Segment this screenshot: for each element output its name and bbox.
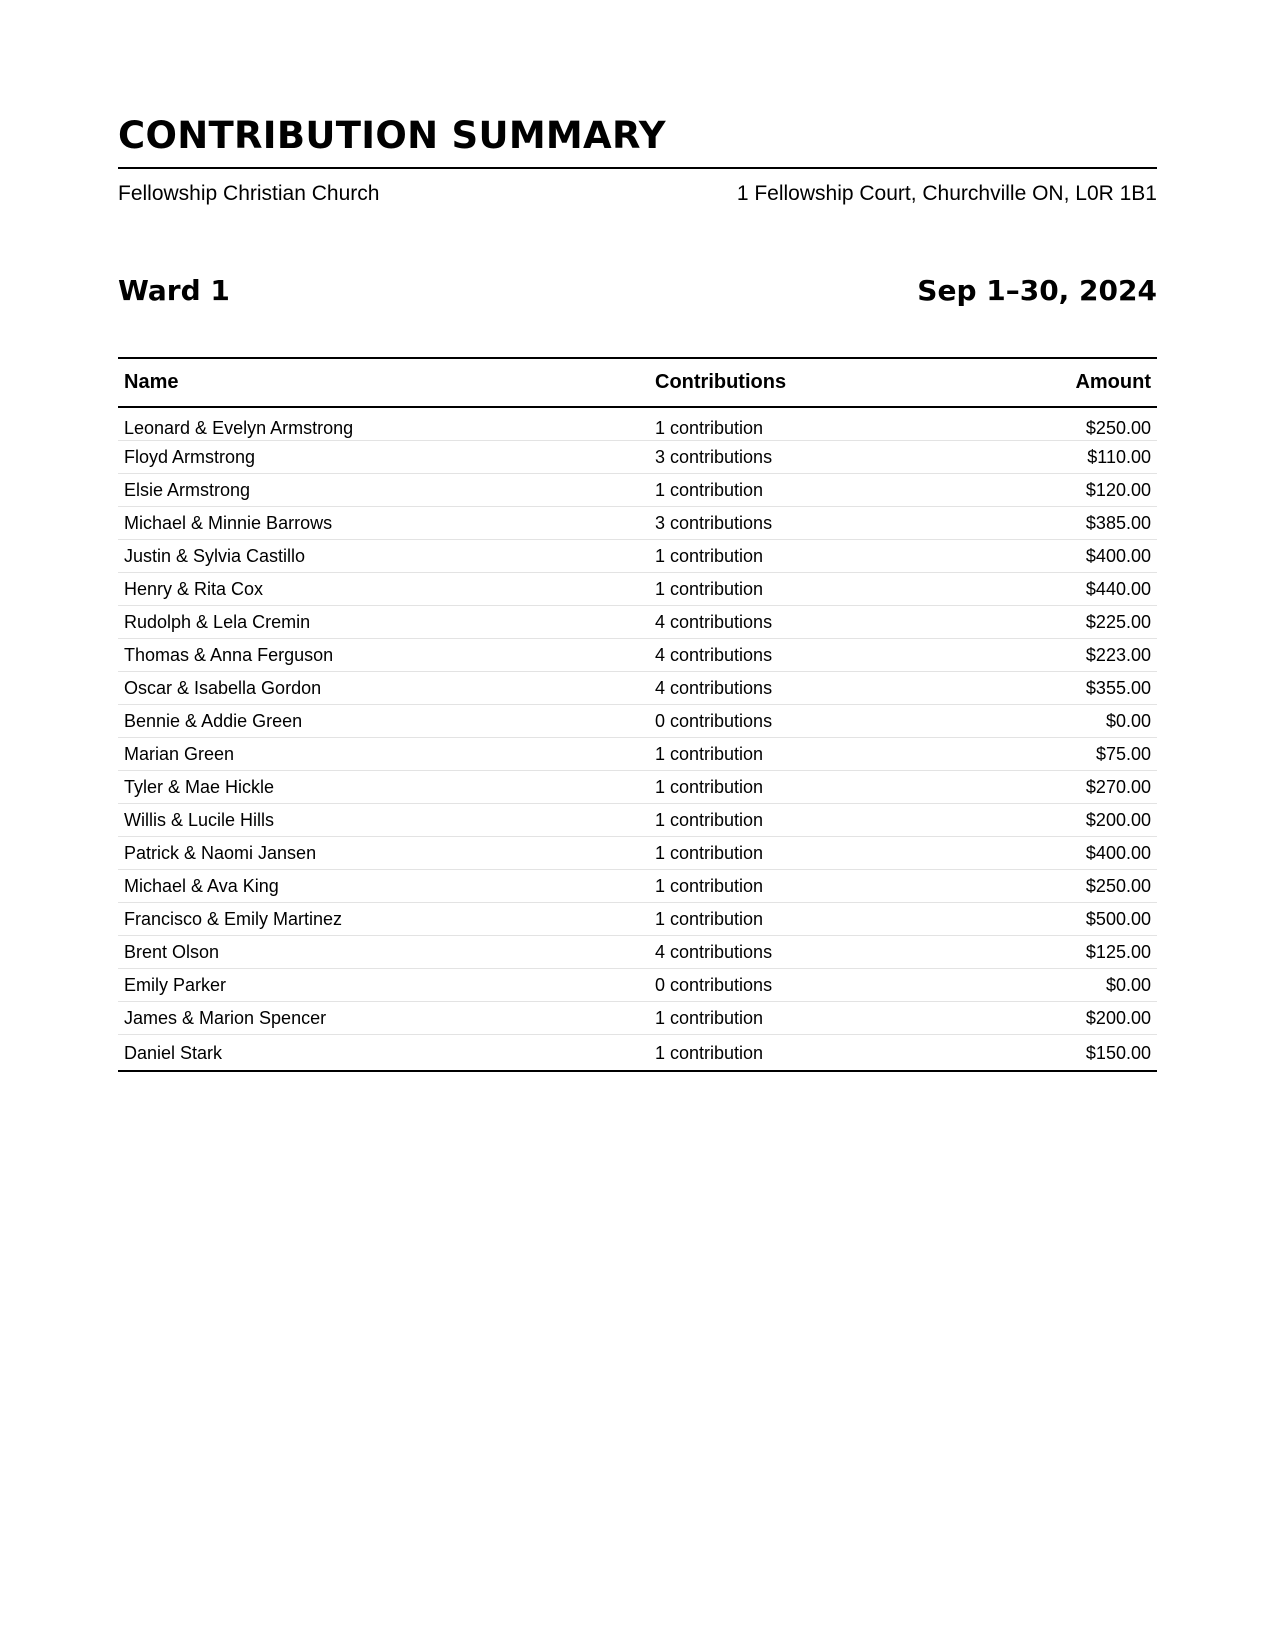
member-name: Elsie Armstrong — [118, 474, 649, 507]
contribution-amount: $0.00 — [1009, 969, 1157, 1002]
contribution-amount: $355.00 — [1009, 672, 1157, 705]
table-row — [118, 903, 1157, 936]
contribution-amount: $75.00 — [1009, 738, 1157, 771]
table-row — [118, 870, 1157, 903]
contribution-amount: $0.00 — [1009, 705, 1157, 738]
contribution-count: 1 contribution — [649, 804, 1009, 837]
member-name: Marian Green — [118, 738, 649, 771]
table-body — [118, 407, 1157, 1071]
contribution-amount: $270.00 — [1009, 771, 1157, 804]
member-name: Francisco & Emily Martinez — [118, 903, 649, 936]
table-row — [118, 474, 1157, 507]
organization-address: 1 Fellowship Court, Churchville ON, L0R 1B1 — [736, 182, 1157, 205]
contribution-amount: $223.00 — [1009, 639, 1157, 672]
summary-period: Sep 1–30, 2024 — [917, 274, 1157, 307]
contribution-count: 4 contributions — [649, 639, 1009, 672]
table-row — [118, 771, 1157, 804]
member-name: Rudolph & Lela Cremin — [118, 606, 649, 639]
member-name: Justin & Sylvia Castillo — [118, 540, 649, 573]
table-row — [118, 837, 1157, 870]
contribution-amount: $250.00 — [1009, 870, 1157, 903]
contribution-amount: $400.00 — [1009, 540, 1157, 573]
contribution-amount: $110.00 — [1009, 441, 1157, 474]
table-row — [118, 804, 1157, 837]
contribution-amount: $200.00 — [1009, 804, 1157, 837]
table-row — [118, 936, 1157, 969]
contribution-count: 3 contributions — [649, 441, 1009, 474]
table-row — [118, 606, 1157, 639]
contribution-count: 3 contributions — [649, 507, 1009, 540]
table-row — [118, 407, 1157, 441]
contribution-count: 1 contribution — [649, 771, 1009, 804]
summary-header — [118, 272, 1157, 310]
column-header-contributions: Contributions — [649, 358, 1009, 407]
contribution-count: 1 contribution — [649, 1002, 1009, 1035]
member-name: Floyd Armstrong — [118, 441, 649, 474]
contribution-count: 4 contributions — [649, 936, 1009, 969]
member-name: Henry & Rita Cox — [118, 573, 649, 606]
table-row — [118, 672, 1157, 705]
contribution-count: 0 contributions — [649, 705, 1009, 738]
member-name: Brent Olson — [118, 936, 649, 969]
table-row — [118, 441, 1157, 474]
member-name: Bennie & Addie Green — [118, 705, 649, 738]
contribution-count: 4 contributions — [649, 672, 1009, 705]
member-name: Emily Parker — [118, 969, 649, 1002]
member-name: Michael & Ava King — [118, 870, 649, 903]
table-row — [118, 1002, 1157, 1035]
contribution-amount: $250.00 — [1009, 407, 1157, 441]
contribution-amount: $385.00 — [1009, 507, 1157, 540]
member-name: Oscar & Isabella Gordon — [118, 672, 649, 705]
contribution-amount: $225.00 — [1009, 606, 1157, 639]
organization-name: Fellowship Christian Church — [118, 182, 380, 205]
contribution-amount: $125.00 — [1009, 936, 1157, 969]
contribution-count: 4 contributions — [649, 606, 1009, 639]
table-row — [118, 1035, 1157, 1072]
contribution-count: 1 contribution — [649, 573, 1009, 606]
group-name: Ward 1 — [118, 274, 230, 307]
member-name: Daniel Stark — [124, 1042, 223, 1063]
contribution-count: 1 contribution — [655, 1042, 764, 1063]
contribution-count: 1 contribution — [649, 903, 1009, 936]
contribution-amount: $400.00 — [1009, 837, 1157, 870]
column-header-name: Name — [118, 358, 649, 407]
title-divider — [118, 167, 1157, 169]
contribution-amount: $150.00 — [1085, 1042, 1151, 1063]
contribution-count: 1 contribution — [649, 540, 1009, 573]
document-title: CONTRIBUTION SUMMARY — [118, 114, 666, 157]
table-row — [118, 639, 1157, 672]
table-row — [118, 969, 1157, 1002]
contribution-count: 1 contribution — [649, 474, 1009, 507]
member-name: Willis & Lucile Hills — [118, 804, 649, 837]
contributions-table — [118, 357, 1157, 1072]
table-header-row — [118, 358, 1157, 407]
contribution-amount: $120.00 — [1009, 474, 1157, 507]
member-name: Tyler & Mae Hickle — [118, 771, 649, 804]
member-name: Thomas & Anna Ferguson — [118, 639, 649, 672]
table-row — [118, 507, 1157, 540]
table-row — [118, 573, 1157, 606]
table-row — [118, 705, 1157, 738]
organization-header — [118, 180, 1157, 208]
member-name: Michael & Minnie Barrows — [118, 507, 649, 540]
contribution-amount: $200.00 — [1009, 1002, 1157, 1035]
contribution-count: 1 contribution — [649, 870, 1009, 903]
contribution-count: 1 contribution — [649, 837, 1009, 870]
member-name: Leonard & Evelyn Armstrong — [118, 407, 649, 441]
member-name: James & Marion Spencer — [118, 1002, 649, 1035]
contribution-count: 1 contribution — [649, 738, 1009, 771]
contribution-amount: $500.00 — [1009, 903, 1157, 936]
member-name: Patrick & Naomi Jansen — [118, 837, 649, 870]
contribution-count: 1 contribution — [649, 407, 1009, 441]
table-row — [118, 738, 1157, 771]
contribution-amount: $440.00 — [1009, 573, 1157, 606]
column-header-amount: Amount — [1009, 358, 1157, 407]
contribution-count: 0 contributions — [649, 969, 1009, 1002]
table-row — [118, 540, 1157, 573]
